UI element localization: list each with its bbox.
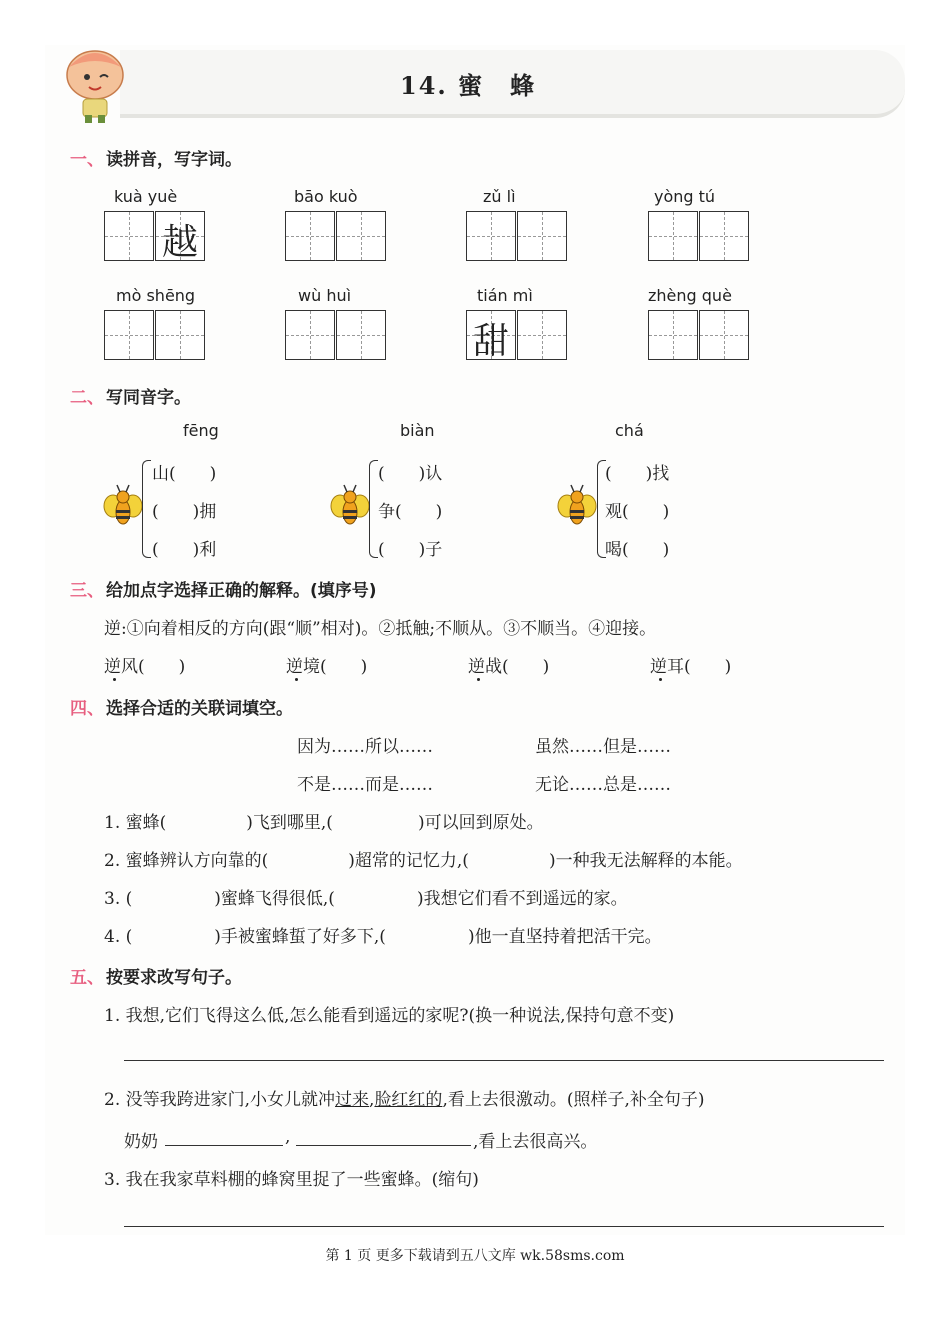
char-box[interactable] [285, 211, 335, 261]
pinyin-wuhui: wù huì [298, 286, 352, 305]
homophone-blank[interactable]: 喝( ) [605, 540, 670, 560]
pinyin-baokuo: bāo kuò [294, 187, 358, 206]
text: )手被蜜蜂蜇了好多下,( [214, 927, 386, 947]
section-3-heading [70, 576, 377, 601]
group-pinyin: biàn [400, 421, 435, 440]
char-box[interactable] [466, 310, 516, 360]
homophone-blank[interactable]: ( )拥 [152, 502, 217, 522]
homophone-blank[interactable]: ( )子 [378, 540, 443, 560]
question-5-2 [104, 1085, 705, 1110]
ni-word-blank[interactable]: 逆战( ) [468, 657, 550, 677]
char-box[interactable] [648, 211, 698, 261]
ni-word-blank[interactable]: 逆耳( ) [650, 657, 732, 677]
section-5-heading [70, 963, 242, 988]
conjunction-option: 无论……总是…… [535, 775, 671, 795]
section-1-heading [70, 145, 242, 170]
homophone-blank[interactable]: ( )利 [152, 540, 217, 560]
answer-line[interactable] [124, 1226, 884, 1227]
section-4-number: 四、 [70, 699, 104, 719]
char-box[interactable] [699, 211, 749, 261]
conjunction-option: 因为……所以…… [297, 737, 433, 757]
question-4-1 [104, 808, 544, 833]
answer-line[interactable] [124, 1060, 884, 1061]
text: )一种我无法解释的本能。 [548, 851, 743, 871]
underlined-phrase: 脸红红的 [374, 1090, 443, 1110]
text: )可以回到原处。 [417, 813, 544, 833]
homophone-blank[interactable]: ( )认 [378, 464, 443, 484]
char-box[interactable] [648, 310, 698, 360]
bee-icon [330, 484, 370, 530]
text: 2. 没等我跨进家门,小女儿就冲 [104, 1090, 336, 1110]
section-1-title: 读拼音，写字词。 [106, 150, 242, 170]
section-2-title: 写同音字。 [106, 388, 191, 408]
text: 4. ( [104, 927, 133, 947]
lesson-title: 14. 蜜 蜂 [400, 71, 537, 100]
homophone-blank[interactable]: 观( ) [605, 502, 670, 522]
answer-blank[interactable] [296, 1145, 471, 1146]
ni-word-blank[interactable]: 逆境( ) [286, 657, 368, 677]
text: ,看上去很激动。(照样子,补全句子) [442, 1090, 705, 1110]
answer-blank[interactable] [165, 1145, 283, 1146]
char-box[interactable] [466, 211, 516, 261]
section-4-heading [70, 694, 293, 719]
sentence-end: ,看上去很高兴。 [473, 1132, 598, 1152]
homophone-blank[interactable]: 争( ) [378, 502, 443, 522]
sentence-start: 奶奶 [124, 1132, 158, 1152]
text: 2. 蜜蜂辨认方向靠的( [104, 851, 269, 871]
char-box[interactable] [285, 310, 335, 360]
homophone-blank[interactable]: 山( ) [152, 464, 217, 484]
pinyin-zuli: zǔ lì [483, 187, 516, 206]
text: )他一直坚持着把活干完。 [467, 927, 662, 947]
char: 越 [161, 222, 198, 263]
section-4-title: 选择合适的关联词填空。 [106, 699, 293, 719]
section-2-heading [70, 383, 191, 408]
text: 1. 蜜蜂( [104, 813, 167, 833]
text: 3. ( [104, 889, 133, 909]
ni-word-blank[interactable]: 逆风( ) [104, 657, 186, 677]
page-footer: 第 1 页 更多下载请到五八文库 wk.58sms.com [325, 1248, 625, 1264]
char-box[interactable] [336, 211, 386, 261]
brace [142, 460, 151, 558]
question-5-3: 3. 我在我家草料棚的蜂窝里捉了一些蜜蜂。(缩句) [104, 1170, 479, 1190]
char-box[interactable] [155, 211, 205, 261]
text: , [369, 1090, 375, 1110]
conjunction-option: 不是……而是…… [297, 775, 433, 795]
question-4-4 [104, 922, 662, 947]
question-4-3 [104, 884, 628, 909]
bee-icon [557, 484, 597, 530]
group-pinyin: fēng [183, 421, 219, 440]
section-5-number: 五、 [70, 968, 104, 988]
char-box[interactable] [155, 310, 205, 360]
underlined-phrase: 过来 [335, 1090, 370, 1110]
conjunction-option: 虽然……但是…… [535, 737, 671, 757]
char-box[interactable] [517, 211, 567, 261]
char-box[interactable] [336, 310, 386, 360]
brace [369, 460, 378, 558]
emphasis-dot [477, 678, 480, 681]
char: 甜 [472, 321, 509, 362]
char-box[interactable] [104, 211, 154, 261]
ni-definitions: 逆:①向着相反的方向(跟“顺”相对)。②抵触;不顺从。③不顺当。④迎接。 [104, 619, 657, 639]
question-4-2 [104, 846, 743, 871]
pinyin-zhengque: zhèng què [648, 286, 732, 305]
pinyin-mosheng: mò shēng [116, 286, 196, 305]
mascot-icon [55, 45, 135, 123]
char-box[interactable] [699, 310, 749, 360]
char-box[interactable] [517, 310, 567, 360]
text: )飞到哪里,( [246, 813, 333, 833]
text: )蜜蜂飞得很低,( [214, 889, 335, 909]
pinyin-yongtu: yòng tú [654, 187, 716, 206]
text: )我想它们看不到遥远的家。 [416, 889, 628, 909]
question-5-1: 1. 我想,它们飞得这么低,怎么能看到遥远的家呢?(换一种说法,保持句意不变) [104, 1006, 675, 1026]
emphasis-dot [295, 678, 298, 681]
homophone-blank[interactable]: ( )找 [605, 464, 670, 484]
section-1-number: 一、 [70, 150, 104, 170]
section-2-number: 二、 [70, 388, 104, 408]
char-box[interactable] [104, 310, 154, 360]
emphasis-dot [659, 678, 662, 681]
text: )超常的记忆力,( [348, 851, 469, 871]
bee-icon [103, 484, 143, 530]
section-5-title: 按要求改写句子。 [106, 968, 242, 988]
pinyin-kuayue: kuà yuè [114, 187, 178, 206]
group-pinyin: chá [615, 421, 644, 440]
pinyin-tianmi: tián mì [477, 286, 533, 305]
section-3-title: 给加点字选择正确的解释。(填序号) [106, 581, 377, 601]
section-3-number: 三、 [70, 581, 104, 601]
comma: , [285, 1127, 291, 1147]
emphasis-dot [113, 678, 116, 681]
